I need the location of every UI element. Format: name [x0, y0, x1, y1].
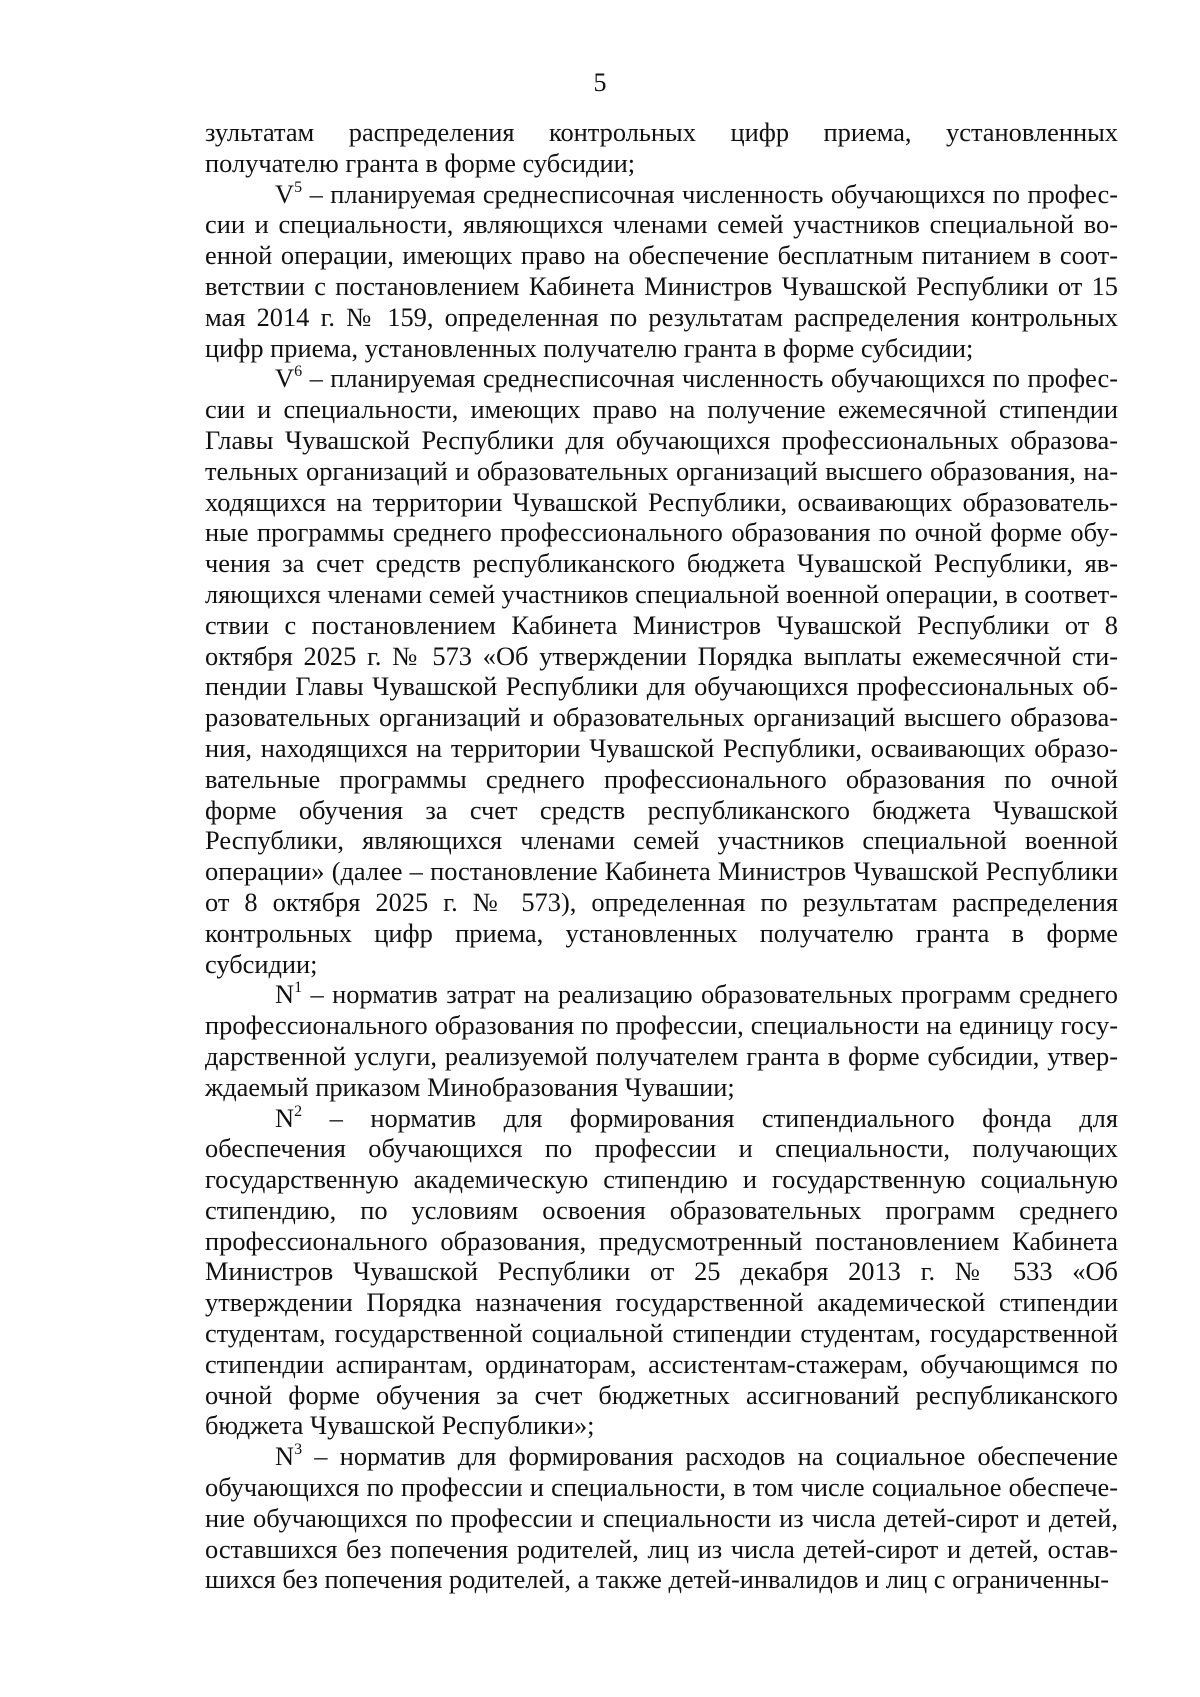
paragraph-definition-v6	[205, 363, 1118, 979]
formula-symbol: V	[275, 363, 295, 394]
formula-superscript: 6	[294, 363, 303, 381]
formula-symbol: N	[275, 1102, 295, 1133]
formula-symbol: N	[275, 979, 295, 1010]
paragraph-definition-v5	[205, 179, 1118, 364]
document-body	[205, 117, 1118, 1595]
paragraph-text: – норматив для формирования стипендиального фонда для обеспечения обучающихся по профессии и специальности, получающих государственную академическую стипендию и государственную социальную стипендию, по условиям освоения образовательных программ среднего профессионального образования, предусмотренный постановлением Кабинета Министров Чувашской Республики от 25 декабря 2013 г. № 533 «Об утверждении Порядка назначения государственной академической стипендии студентам, государственной социальной стипендии студентам, государственной стипендии аспирантам, ординаторам, ассистентам-стажерам, обучающимся по очной форме обучения за счет бюджетных ассигнований республиканского бюджета Чувашской Республики»;	[205, 1102, 1118, 1441]
formula-superscript: 5	[294, 178, 303, 196]
formula-symbol: N	[275, 1441, 295, 1472]
formula-symbol: V	[275, 178, 295, 209]
paragraph-definition-n1	[205, 979, 1118, 1102]
paragraph-text: – норматив для формирования расходов на социальное обеспечение обучающихся по профессии и специальности, в том числе социальное обеспечение обучающихся по профессии и специальности из числа детей-сирот и детей, оставшихся без попечения родителей, лиц из числа детей-сирот и детей, оставшихся без попечения родителей, а также детей-инвалидов и лиц с ограниченны-	[205, 1441, 1118, 1595]
page-number: 5	[593, 68, 607, 97]
paragraph-text: зультатам распределения контрольных цифр приема, установленных получателю гранта в форме субсидии;	[205, 117, 1118, 178]
paragraph-text: – планируемая среднесписочная численность обучающихся по профессии и специальности, являющихся членами семей участников специальной военной операции, имеющих право на обеспечение бесплатным питанием в соответствии с постановлением Кабинета Министров Чувашской Республики от 15 мая 2014 г. № 159, определенная по результатам распределения контрольных цифр приема, установленных получателю гранта в форме субсидии;	[205, 178, 1118, 363]
paragraph-text: – норматив затрат на реализацию образовательных программ среднего профессионального образования по профессии, специальности на единицу государственной услуги, реализуемой получателем гранта в форме субсидии, утверждаемый приказом Минобразования Чувашии;	[205, 979, 1118, 1102]
formula-superscript: 1	[294, 979, 303, 997]
paragraph-continuation	[205, 117, 1118, 179]
paragraph-definition-n2	[205, 1103, 1118, 1442]
formula-superscript: 2	[294, 1102, 303, 1120]
paragraph-definition-n3	[205, 1441, 1118, 1595]
paragraph-text: – планируемая среднесписочная численность обучающихся по профессии и специальности, имеющих право на получение ежемесячной стипендии Главы Чувашской Республики для обучающихся профессиональных образовательных организаций и образовательных организаций высшего образования, находящихся на территории Чувашской Республики, осваивающих образовательные программы среднего профессионального образования по очной форме обучения за счет средств республиканского бюджета Чувашской Республики, являющихся членами семей участников специальной военной операции, в соответствии с постановлением Кабинета Министров Чувашской Республики от 8 октября 2025 г. № 573 «Об утверждении Порядка выплаты ежемесячной стипендии Главы Чувашской Республики для обучающихся профессиональных образовательных организаций и образовательных организаций высшего образования, находящихся на территории Чувашской Республики, осваивающих образовательные программы среднего профессионального образования по очной форме обучения за счет средств республиканского бюджета Чувашской Республики, являющихся членами семей участников специальной военной операции» (далее – постановление Кабинета Министров Чувашской Республики от 8 октября 2025 г. № 573), определенная по результатам распределения контрольных цифр приема, установленных получателю гранта в форме субсидии;	[205, 363, 1118, 979]
formula-superscript: 3	[294, 1441, 303, 1459]
